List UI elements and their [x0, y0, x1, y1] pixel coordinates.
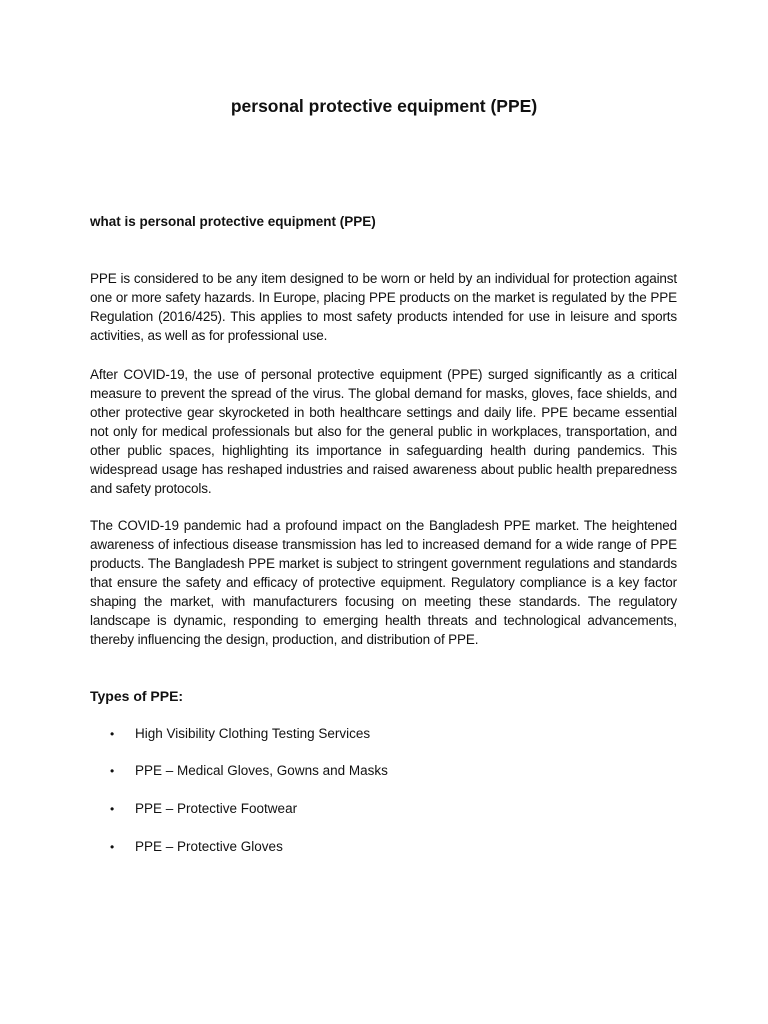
list-item: [110, 724, 370, 744]
bullet-icon: •: [110, 727, 115, 741]
list-item: [110, 837, 283, 857]
document-title: personal protective equipment (PPE): [230, 96, 538, 116]
paragraph-covid-usage: After COVID-19, the use of personal protective equipment (PPE) surged significantly as a critical measure to prevent the spread of the virus. The global demand for masks, gloves, face shields, and other protective gear skyrocketed in both healthcare settings and daily life. PPE became essential not only for medical professionals but also for the general public in workplaces, transportation, and other public spaces, highlighting its importance in safeguarding health during pandemics. This widespread usage has reshaped industries and raised awareness about public health preparedness and safety protocols.: [90, 367, 677, 496]
list-item-text: PPE – Protective Gloves: [135, 839, 283, 854]
bullet-icon: •: [110, 764, 115, 778]
paragraph-ppe-definition: PPE is considered to be any item designed to be worn or held by an individual for protection against one or more safety hazards. In Europe, placing PPE products on the market is regulated by the PPE Regulation (2016/425). This applies to most safety products intended for use in leisure and sports activities, as well as for professional use.: [90, 271, 677, 343]
list-item-text: PPE – Medical Gloves, Gowns and Masks: [135, 763, 388, 778]
bullet-icon: •: [110, 802, 115, 816]
list-item: [110, 761, 388, 781]
list-item-text: PPE – Protective Footwear: [135, 801, 298, 816]
types-heading: Types of PPE:: [90, 688, 184, 704]
section-subheading: what is personal protective equipment (PPE): [90, 214, 376, 229]
list-item-text: High Visibility Clothing Testing Services: [135, 726, 371, 741]
list-item: [110, 799, 297, 819]
bullet-icon: •: [110, 840, 115, 854]
paragraph-bangladesh-market: The COVID-19 pandemic had a profound impact on the Bangladesh PPE market. The heightened awareness of infectious disease transmission has led to increased demand for a wide range of PPE products. The Bangladesh PPE market is subject to stringent government regulations and standards that ensure the safety and efficacy of protective equipment. Regulatory compliance is a key factor shaping the market, with manufacturers focusing on meeting these standards. The regulatory landscape is dynamic, responding to emerging health threats and technological advancements, thereby influencing the design, production, and distribution of PPE.: [90, 518, 677, 647]
